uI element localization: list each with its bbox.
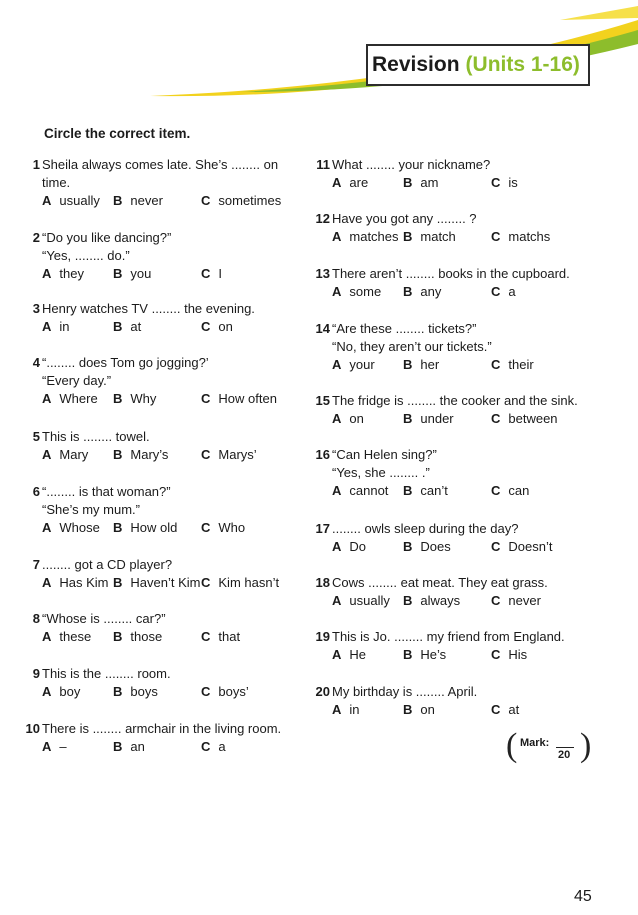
question-number: 1 (32, 157, 40, 172)
option-a[interactable] (332, 701, 360, 719)
option-c[interactable] (491, 538, 552, 556)
question-text: “Whose is ........ car?” (42, 611, 166, 626)
option-c[interactable] (201, 628, 240, 646)
option-letter: C (201, 193, 211, 208)
option-letter: B (113, 447, 123, 462)
option-b[interactable] (403, 228, 456, 246)
option-text: your (349, 357, 375, 372)
question-text: ........ got a CD player? (42, 557, 173, 572)
question-number: 2 (32, 230, 40, 245)
option-c[interactable] (491, 283, 516, 301)
option-c[interactable] (201, 265, 222, 283)
question-text: This is Jo. ........ my friend from England. (332, 629, 565, 644)
section-title: Revision (372, 53, 460, 76)
option-letter: A (42, 193, 52, 208)
option-text: Haven’t Kim (130, 575, 201, 590)
option-letter: A (332, 357, 342, 372)
option-letter: A (332, 483, 342, 498)
option-c[interactable] (201, 446, 257, 464)
option-letter: A (332, 647, 342, 662)
option-a[interactable] (42, 192, 100, 210)
option-text: matches (349, 229, 399, 244)
option-c[interactable] (491, 228, 550, 246)
option-letter: B (113, 266, 123, 281)
option-c[interactable] (491, 174, 518, 192)
section-title-units: (Units 1-16) (465, 53, 580, 76)
question-text: There is ........ armchair in the living room. (42, 721, 282, 736)
option-letter: C (491, 357, 501, 372)
option-b[interactable] (113, 192, 163, 210)
option-text: usually (349, 593, 390, 608)
option-a[interactable] (332, 538, 366, 556)
option-a[interactable] (332, 228, 399, 246)
option-a[interactable] (42, 265, 84, 283)
option-text: boys’ (218, 684, 249, 699)
option-letter: C (491, 647, 501, 662)
option-letter: C (201, 739, 211, 754)
option-letter: C (491, 229, 501, 244)
question-text: “No, they aren’t our tickets.” (332, 339, 492, 354)
question-number: 15 (315, 393, 330, 408)
option-text: Mary (59, 447, 89, 462)
option-letter: C (491, 702, 501, 717)
option-text: some (349, 284, 382, 299)
option-letter: A (42, 739, 52, 754)
mark-open-paren: ( (506, 727, 518, 764)
option-text: am (420, 175, 439, 190)
option-letter: A (332, 539, 342, 554)
question-text: “Yes, she ........ .” (332, 465, 430, 480)
question-text: This is the ........ room. (42, 666, 171, 681)
option-c[interactable] (201, 683, 249, 701)
option-text: in (59, 319, 70, 334)
option-text: that (218, 629, 241, 644)
question-number: 19 (315, 629, 330, 644)
option-letter: B (113, 193, 123, 208)
option-b[interactable] (113, 519, 177, 537)
option-a[interactable] (332, 283, 381, 301)
option-c[interactable] (491, 356, 534, 374)
question-text: What ........ your nickname? (332, 157, 491, 172)
question-number: 10 (25, 721, 40, 736)
page-number: 45 (574, 888, 592, 905)
option-text: a (508, 284, 516, 299)
option-letter: A (332, 284, 342, 299)
option-c[interactable] (201, 192, 281, 210)
option-text: never (130, 193, 163, 208)
option-a[interactable] (42, 446, 88, 464)
question-number: 3 (32, 301, 40, 316)
option-letter: C (201, 575, 211, 590)
option-letter: B (113, 391, 123, 406)
option-text: matchs (508, 229, 551, 244)
option-letter: C (201, 266, 211, 281)
option-letter: C (201, 684, 211, 699)
option-text: Does (420, 539, 451, 554)
option-a[interactable] (42, 683, 80, 701)
option-letter: B (403, 539, 413, 554)
question-number: 13 (315, 266, 330, 281)
option-a[interactable] (332, 592, 390, 610)
option-c[interactable] (491, 701, 519, 719)
option-text: Where (59, 391, 98, 406)
option-b[interactable] (403, 174, 438, 192)
option-b[interactable] (403, 646, 446, 664)
option-text: Marys’ (218, 447, 257, 462)
option-letter: B (113, 575, 123, 590)
question-number: 6 (32, 484, 40, 499)
option-text: their (508, 357, 534, 372)
option-letter: B (113, 684, 123, 699)
option-b[interactable] (113, 683, 158, 701)
option-letter: A (332, 411, 342, 426)
option-b[interactable] (403, 283, 441, 301)
option-b[interactable] (113, 738, 145, 756)
option-text: Kim hasn’t (218, 575, 280, 590)
question-text: “Every day.” (42, 373, 112, 388)
option-a[interactable] (332, 410, 364, 428)
option-text: He’s (420, 647, 447, 662)
option-text: Whose (59, 520, 100, 535)
question-text: “........ does Tom go jogging?’ (42, 355, 209, 370)
question-text: ........ owls sleep during the day? (332, 521, 519, 536)
option-text: boys (130, 684, 158, 699)
option-letter: A (42, 391, 52, 406)
question-number: 12 (315, 211, 330, 226)
option-text: Do (349, 539, 367, 554)
mark-fraction-line (556, 747, 574, 748)
option-letter: C (491, 593, 501, 608)
option-letter: C (491, 284, 501, 299)
option-c[interactable] (201, 519, 245, 537)
option-letter: C (491, 175, 501, 190)
question-text: “She’s my mum.” (42, 502, 140, 517)
option-letter: A (42, 447, 52, 462)
question-text: “........ is that woman?” (42, 484, 171, 499)
option-text: How often (218, 391, 277, 406)
question-number: 16 (315, 447, 330, 462)
question-number: 14 (315, 321, 330, 336)
option-letter: C (201, 629, 211, 644)
option-b[interactable] (403, 410, 454, 428)
option-a[interactable] (42, 519, 100, 537)
option-letter: B (403, 357, 413, 372)
option-letter: A (332, 229, 342, 244)
option-c[interactable] (491, 592, 541, 610)
option-letter: A (42, 266, 52, 281)
question-text: “Yes, ........ do.” (42, 248, 130, 263)
question-text: “Are these ........ tickets?” (332, 321, 477, 336)
option-text: on (349, 411, 364, 426)
option-a[interactable] (332, 646, 366, 664)
option-letter: C (201, 447, 211, 462)
option-letter: C (201, 319, 211, 334)
option-letter: A (332, 702, 342, 717)
option-letter: A (42, 319, 52, 334)
option-text: you (130, 266, 152, 281)
option-a[interactable] (332, 356, 375, 374)
option-text: these (59, 629, 92, 644)
option-b[interactable] (113, 628, 162, 646)
option-b[interactable] (113, 265, 151, 283)
instructions: Circle the correct item. (44, 126, 191, 141)
question-text: Cows ........ eat meat. They eat grass. (332, 575, 548, 590)
option-text: cannot (349, 483, 389, 498)
option-letter: A (332, 175, 342, 190)
option-text: under (420, 411, 454, 426)
option-a[interactable] (42, 574, 109, 592)
question-text: The fridge is ........ the cooker and the sink. (332, 393, 578, 408)
option-b[interactable] (113, 446, 168, 464)
question-text: This is ........ towel. (42, 429, 150, 444)
option-letter: A (42, 629, 52, 644)
option-a[interactable] (42, 318, 70, 336)
option-text: always (420, 593, 461, 608)
option-text: between (508, 411, 558, 426)
option-text: How old (130, 520, 178, 535)
option-text: Mary’s (130, 447, 169, 462)
option-letter: B (403, 483, 413, 498)
option-letter: B (403, 284, 413, 299)
option-b[interactable] (403, 538, 451, 556)
option-letter: B (403, 593, 413, 608)
question-text: Have you got any ........ ? (332, 211, 477, 226)
option-text: Why (130, 391, 157, 406)
option-text: is (508, 175, 518, 190)
question-text: time. (42, 175, 71, 190)
option-letter: B (403, 411, 413, 426)
option-letter: B (403, 229, 413, 244)
option-letter: A (42, 520, 52, 535)
option-c[interactable] (491, 410, 558, 428)
option-a[interactable] (42, 390, 98, 408)
option-text: His (508, 647, 528, 662)
option-text: sometimes (218, 193, 282, 208)
option-letter: B (113, 739, 123, 754)
option-b[interactable] (403, 701, 435, 719)
option-letter: A (42, 575, 52, 590)
question-number: 4 (32, 355, 40, 370)
option-c[interactable] (491, 482, 529, 500)
option-text: – (59, 739, 67, 754)
option-c[interactable] (201, 738, 226, 756)
option-b[interactable] (113, 318, 141, 336)
option-b[interactable] (403, 592, 460, 610)
question-number: 8 (32, 611, 40, 626)
option-c[interactable] (201, 390, 277, 408)
option-b[interactable] (403, 482, 448, 500)
option-letter: A (332, 593, 342, 608)
question-number: 7 (32, 557, 40, 572)
option-text: on (420, 702, 435, 717)
question-text: There aren’t ........ books in the cupboard. (332, 266, 570, 281)
option-letter: B (113, 319, 123, 334)
option-b[interactable] (113, 390, 156, 408)
mark-label: Mark: (520, 737, 550, 749)
question-number: 11 (316, 157, 330, 172)
option-text: any (420, 284, 442, 299)
option-a[interactable] (332, 482, 388, 500)
mark-close-paren: ) (580, 727, 592, 764)
option-letter: A (42, 684, 52, 699)
mark-box (506, 727, 592, 773)
option-text: I (218, 266, 223, 281)
option-a[interactable] (332, 174, 368, 192)
option-text: a (218, 739, 226, 754)
question-text: “Do you like dancing?” (42, 230, 172, 245)
option-letter: B (113, 520, 123, 535)
question-number: 17 (315, 521, 330, 536)
option-letter: B (403, 702, 413, 717)
question-number: 18 (315, 575, 330, 590)
option-text: her (420, 357, 440, 372)
option-letter: C (201, 520, 211, 535)
option-text: an (130, 739, 145, 754)
option-text: match (420, 229, 456, 244)
option-text: Doesn’t (508, 539, 553, 554)
option-text: in (349, 702, 360, 717)
option-text: never (508, 593, 541, 608)
option-letter: C (491, 411, 501, 426)
option-b[interactable] (113, 574, 200, 592)
option-letter: C (201, 391, 211, 406)
option-text: can (508, 483, 530, 498)
option-c[interactable] (201, 318, 233, 336)
option-text: He (349, 647, 367, 662)
option-letter: C (491, 483, 501, 498)
option-text: boy (59, 684, 81, 699)
option-c[interactable] (491, 646, 527, 664)
option-b[interactable] (403, 356, 439, 374)
option-text: Has Kim (59, 575, 109, 590)
option-letter: B (113, 629, 123, 644)
mark-total: 20 (558, 749, 571, 761)
option-text: can’t (420, 483, 448, 498)
question-text: “Can Helen sing?” (332, 447, 437, 462)
option-letter: B (403, 647, 413, 662)
option-text: they (59, 266, 84, 281)
option-text: at (508, 702, 520, 717)
section-title-box (366, 44, 590, 86)
option-text: are (349, 175, 369, 190)
question-number: 20 (315, 684, 330, 699)
option-text: usually (59, 193, 100, 208)
question-text: My birthday is ........ April. (332, 684, 478, 699)
question-number: 5 (32, 429, 40, 444)
question-number: 9 (32, 666, 40, 681)
option-letter: B (403, 175, 413, 190)
option-a[interactable] (42, 738, 67, 756)
option-text: on (218, 319, 233, 334)
option-text: Who (218, 520, 246, 535)
option-a[interactable] (42, 628, 91, 646)
question-text: Henry watches TV ........ the evening. (42, 301, 255, 316)
option-text: at (130, 319, 142, 334)
option-c[interactable] (201, 574, 279, 592)
option-letter: C (491, 539, 501, 554)
question-text: Sheila always comes late. She’s ........ on (42, 157, 279, 172)
option-text: those (130, 629, 163, 644)
